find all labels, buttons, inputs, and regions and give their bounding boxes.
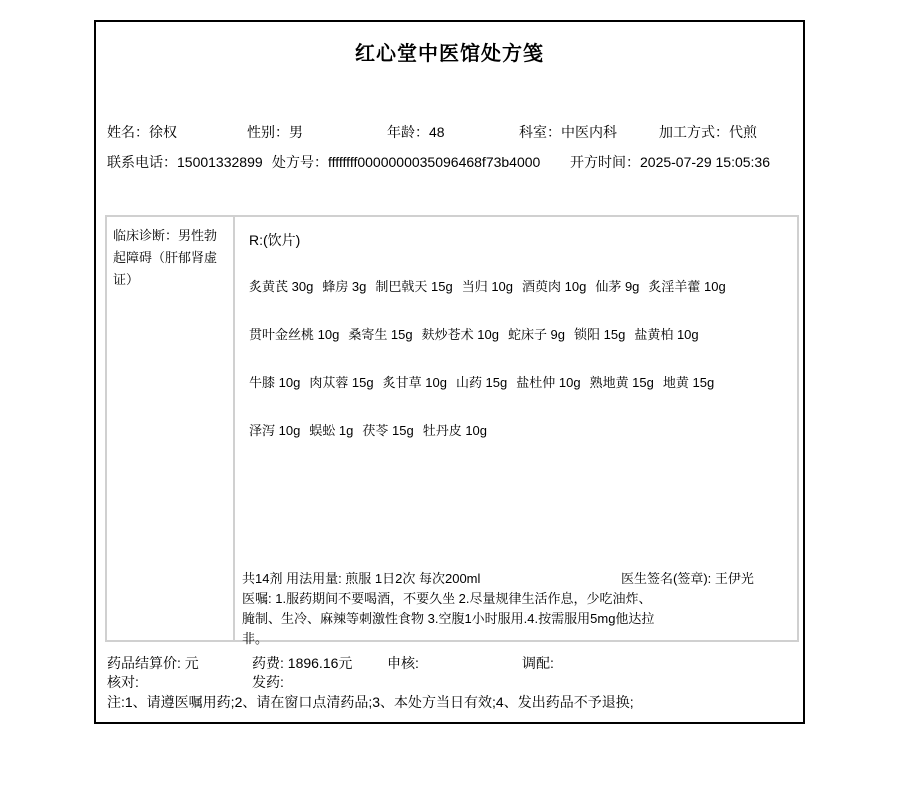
processing-method <box>659 123 757 141</box>
medicine-item: 蛇床子 9g <box>507 327 566 342</box>
medicine-item: 炙黄芪 30g <box>249 279 314 294</box>
medicine-item: 熟地黄 15g <box>589 375 654 390</box>
issue-time-value: 2025-07-29 15:05:36 <box>640 154 770 170</box>
medicine-item: 地黄 15g <box>662 375 715 390</box>
medicine-item: 制巴戟天 15g <box>375 279 453 294</box>
patient-department-value: 中医内科 <box>561 124 617 140</box>
medicine-line <box>249 421 797 441</box>
medicine-item: 当归 10g <box>461 279 514 294</box>
medicine-item: 酒萸肉 10g <box>522 279 587 294</box>
rx-number <box>272 153 540 171</box>
dispense-field: 发药: <box>252 674 284 690</box>
issue-time <box>570 153 770 171</box>
patient-gender-value: 男 <box>289 124 303 140</box>
usage-instructions: 共14剂 用法用量: 煎服 1日2次 每次200ml <box>242 571 481 586</box>
rx-header: R:(饮片) <box>249 232 301 248</box>
rx-number-label: 处方号： <box>272 154 328 170</box>
issue-time-label: 开方时间： <box>570 154 640 170</box>
medicine-item: 盐黄柏 10g <box>634 327 699 342</box>
check-field: 核对: <box>107 674 139 690</box>
patient-name-value: 徐权 <box>149 124 177 140</box>
patient-age-label: 年龄： <box>387 124 429 140</box>
medicine-item: 蜂房 3g <box>322 279 367 294</box>
medicine-item: 锁阳 15g <box>574 327 626 342</box>
review-field: 申核: <box>387 655 419 671</box>
doctor-signature-value: 王伊光 <box>714 571 754 586</box>
processing-method-label: 加工方式： <box>659 124 729 140</box>
settlement-price: 药品结算价: 元 <box>107 655 199 671</box>
medicine-lines <box>249 277 797 441</box>
contact-phone <box>107 153 263 171</box>
medicine-item: 茯苓 15g <box>362 423 414 438</box>
medicine-line <box>249 325 797 345</box>
patient-age <box>387 123 445 141</box>
rx-number-value: ffffffff0000000035096468f73b4000 <box>328 154 541 170</box>
medicine-item: 盐杜仲 10g <box>516 375 581 390</box>
prepare-field: 调配: <box>522 655 554 671</box>
prescription-sheet <box>94 20 805 724</box>
medicine-fee-value: 1896.16元 <box>287 655 353 671</box>
medicine-item: 牛膝 10g <box>249 375 301 390</box>
prescription-content <box>235 217 797 646</box>
footer-note: 注:1、请遵医嘱用药;2、请在窗口点清药品;3、本处方当日有效;4、发出药品不予退换; <box>107 694 634 710</box>
page-title: 红心堂中医馆处方笺 <box>355 43 544 65</box>
medical-advice: 医嘱: 1.服药期间不要喝酒，不要久坐 2.尽量规律生活作息，少吃油炸、腌制、生冷、麻辣等刺激性食物 3.空腹1小时服用.4.按需服用5mg他达拉非。 <box>242 591 655 646</box>
medicine-line <box>249 277 797 297</box>
doctor-signature <box>621 569 754 589</box>
patient-gender <box>247 123 303 141</box>
medicine-fee-label: 药费: <box>252 655 288 671</box>
medicine-item: 桑寄生 15g <box>348 327 413 342</box>
patient-name <box>107 123 177 141</box>
clinical-diagnosis-value: 男性勃起障碍（肝郁肾虚证） <box>113 228 218 287</box>
medicine-line <box>249 373 797 393</box>
medicine-item: 炙甘草 10g <box>382 375 447 390</box>
prescription-box <box>105 215 799 646</box>
processing-method-value: 代煎 <box>729 124 757 140</box>
medicine-item: 炙淫羊藿 10g <box>648 279 726 294</box>
medicine-item: 贯叶金丝桃 10g <box>249 327 340 342</box>
patient-name-label: 姓名： <box>107 124 149 140</box>
medicine-fee <box>252 654 352 672</box>
medicine-item: 蜈蚣 1g <box>309 423 354 438</box>
doctor-signature-label: 医生签名(签章): <box>621 571 715 586</box>
patient-gender-label: 性别： <box>247 124 289 140</box>
clinical-diagnosis <box>107 217 235 640</box>
medicine-item: 山药 15g <box>455 375 508 390</box>
contact-phone-label: 联系电话： <box>107 154 177 170</box>
contact-phone-value: 15001332899 <box>177 154 263 170</box>
medicine-item: 肉苁蓉 15g <box>309 375 374 390</box>
medicine-item: 泽泻 10g <box>249 423 301 438</box>
patient-age-value: 48 <box>429 124 445 140</box>
medicine-item: 仙茅 9g <box>595 279 640 294</box>
patient-department <box>519 123 617 141</box>
medicine-item: 牡丹皮 10g <box>422 423 488 438</box>
clinical-diagnosis-label: 临床诊断： <box>113 228 179 243</box>
patient-department-label: 科室： <box>519 124 561 140</box>
medicine-item: 麸炒苍术 10g <box>421 327 499 342</box>
